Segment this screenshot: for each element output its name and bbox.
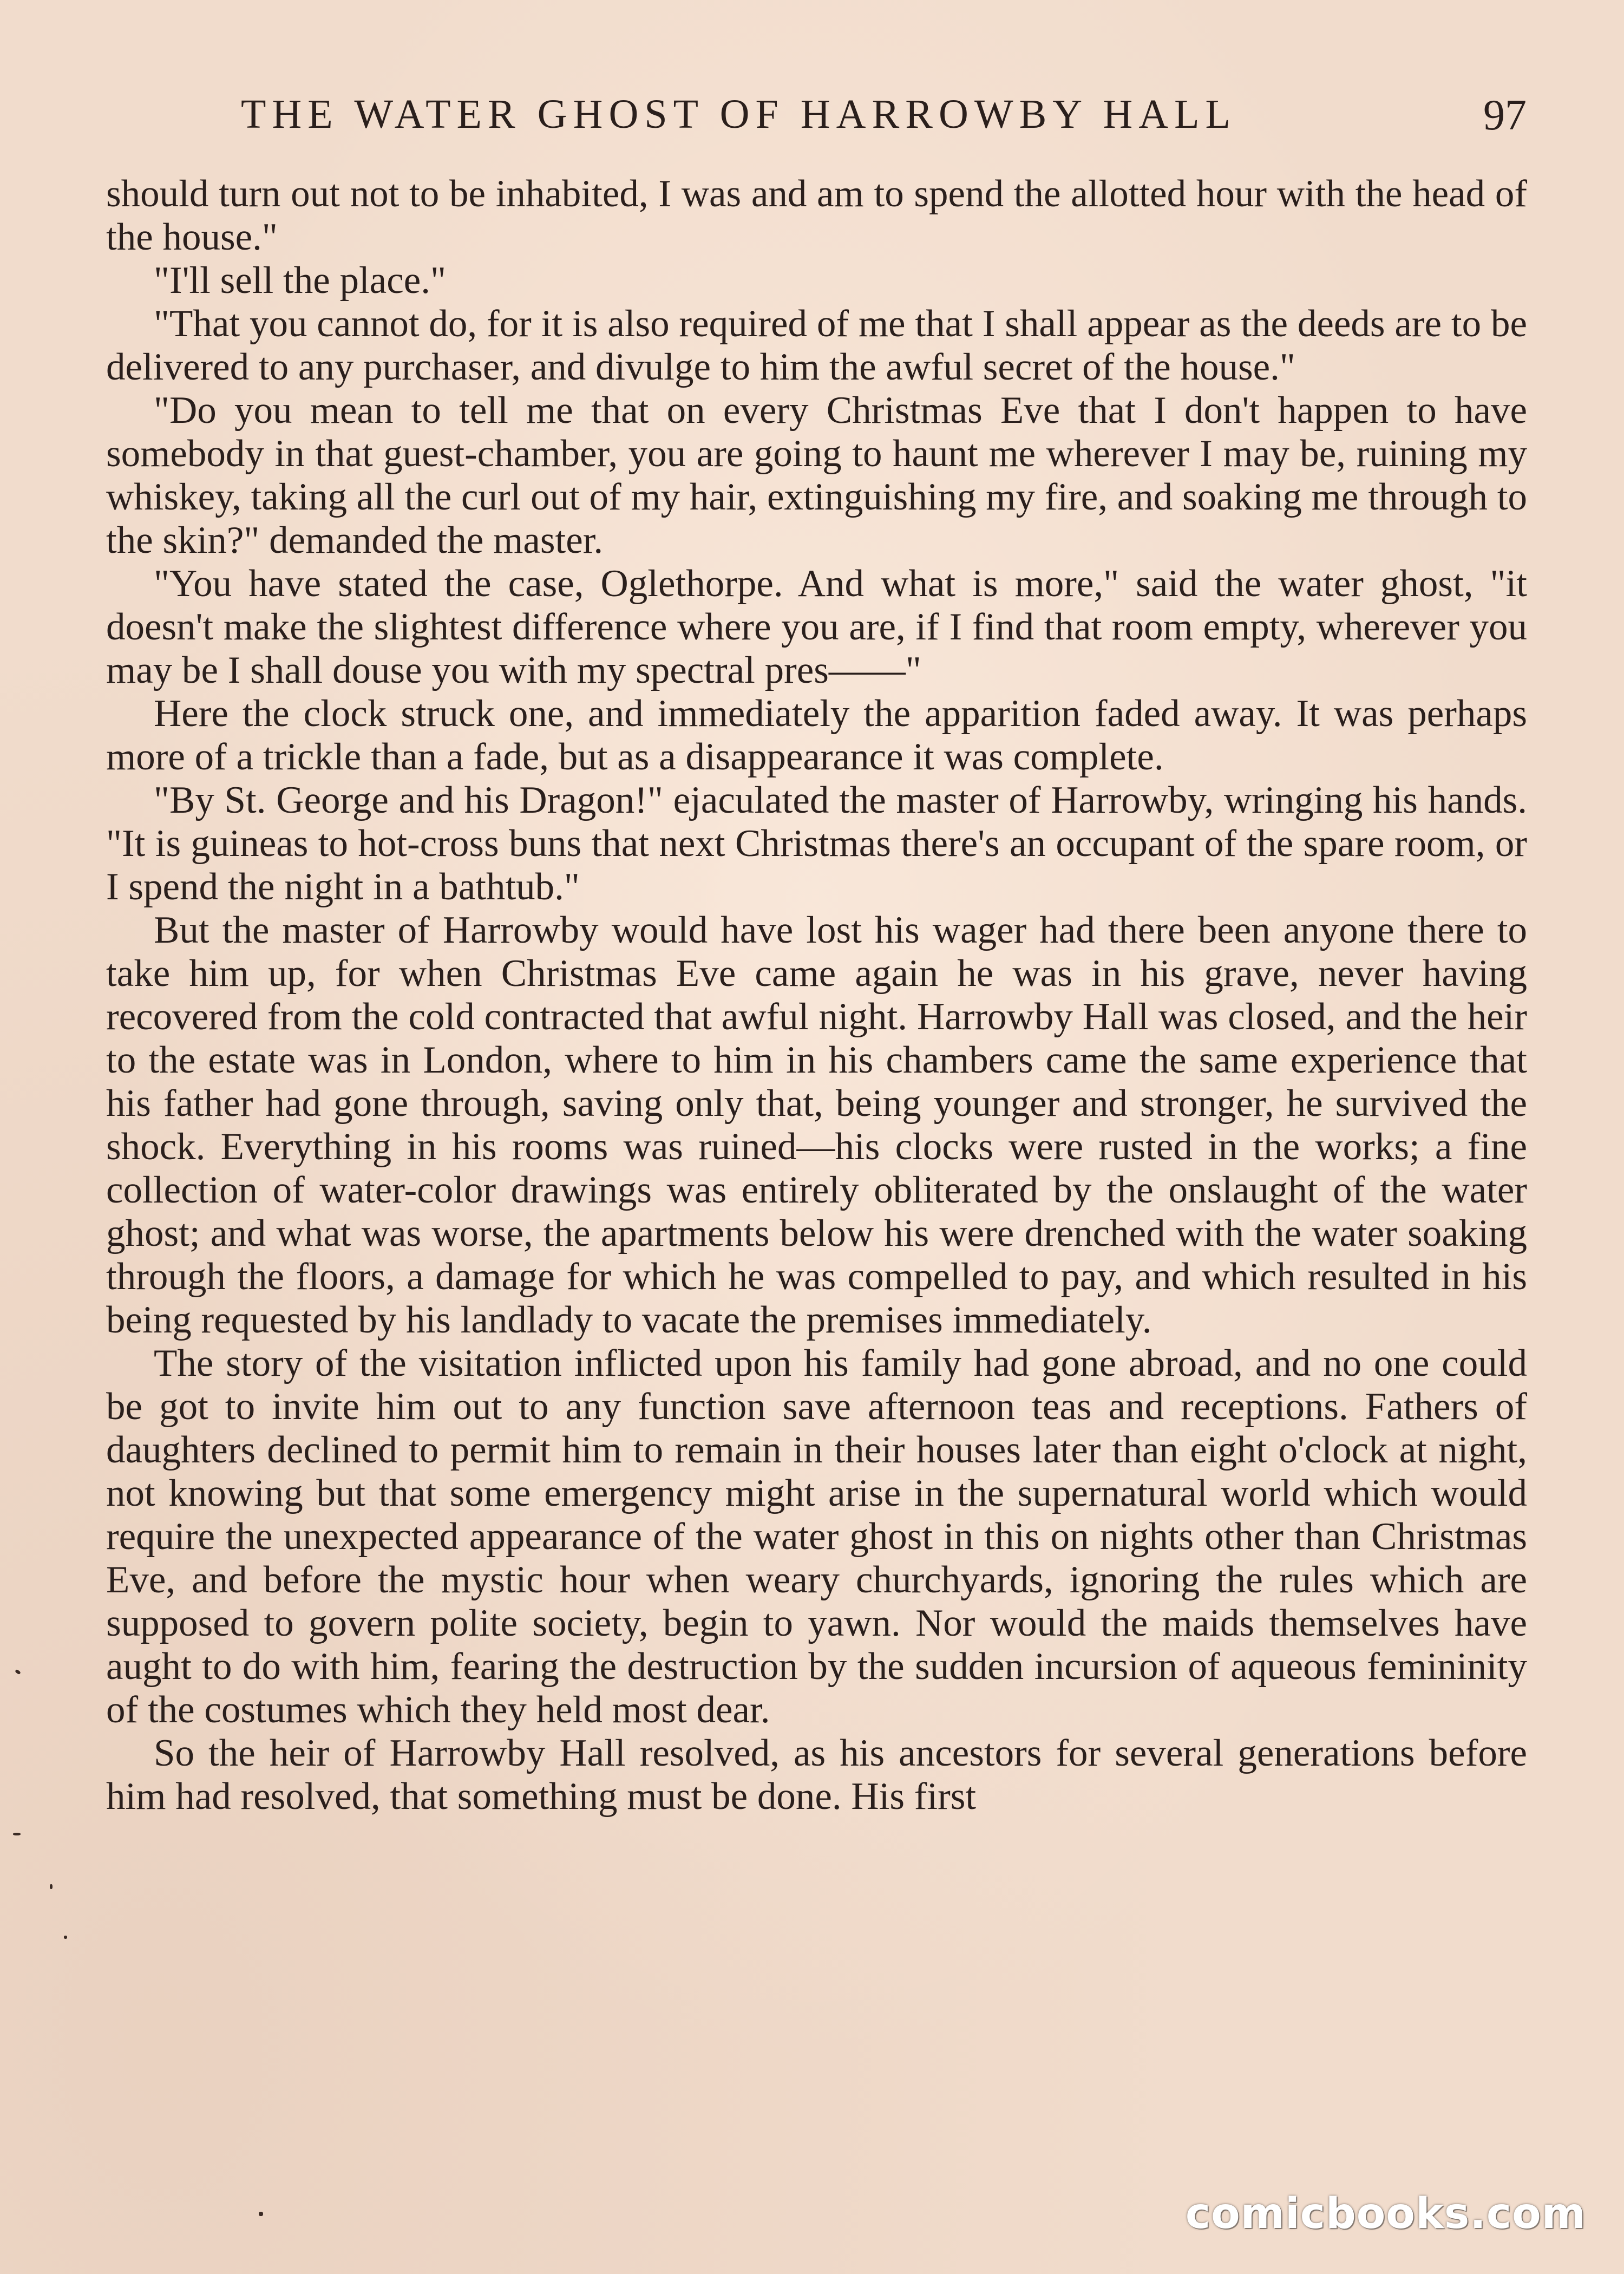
paragraph: "That you cannot do, for it is also required of me that I shall appear as the deeds are to be delivered to any purchaser, and divulge to him the awful secret of the house." — [106, 303, 1527, 388]
paragraph: "Do you mean to tell me that on every Christmas Eve that I don't happen to have somebody in that guest-chamber, you are going to haunt me wherever I may be, ruining my whiskey, taking all the curl out of my hair, extinguishing my fire, and soaking me through to the skin?" demanded the master. — [106, 389, 1527, 561]
watermark: comicbooks.com — [1185, 2190, 1586, 2238]
body-text — [106, 172, 1527, 1818]
paragraph: The story of the visitation inflicted upon his family had gone abroad, and no one could be got to invite him out to any function save afternoon teas and receptions. Fathers of daughters declined to permit him to remain in their houses later than eight o'clock at night, not knowing but that some emergency might arise in the supernatural world which would require the unexpected appearance of the water ghost in this on nights other than Christmas Eve, and before the mystic hour when weary churchyards, ignoring the rules which are supposed to govern polite society, begin to yawn. Nor would the maids themselves have aught to do with him, fearing the destruction by the sudden incursion of aqueous femininity of the costumes which they held most dear. — [106, 1342, 1527, 1731]
running-head — [108, 91, 1527, 156]
page-number: 97 — [1483, 92, 1527, 139]
paragraph: "You have stated the case, Oglethorpe. And what is more," said the water ghost, "it doesn't make the slightest difference where you are, if I find that room empty, wherever you may be I shall douse you with my spectral pres——" — [106, 563, 1527, 691]
paragraph: But the master of Harrowby would have lost his wager had there been anyone there to take him up, for when Christmas Eve came again he was in his grave, never having recovered from the cold contracted that awful night. Harrowby Hall was closed, and the heir to the estate was in London, where to him in his chambers came the same experience that his father had gone through, saving only that, being younger and stronger, he survived the shock. Everything in his rooms was ruined—his clocks were rusted in the works; a fine collection of water-color drawings was entirely obliterated by the onslaught of the water ghost; and what was worse, the apartments below his were drenched with the water soaking through the floors, a damage for which he was compelled to pay, and which resulted in his being requested by his landlady to vacate the premises immediately. — [106, 909, 1527, 1341]
paragraph: Here the clock struck one, and immediately the apparition faded away. It was perhaps more of a trickle than a fade, but as a disappearance it was complete. — [106, 692, 1527, 778]
paragraph: So the heir of Harrowby Hall resolved, as his ancestors for several generations before him had resolved, that something must be done. His first — [106, 1732, 1527, 1818]
margin-speck — [50, 1884, 53, 1889]
paragraph: "By St. George and his Dragon!" ejaculated the master of Harrowby, wringing his hands. "It is guineas to hot-cross buns that next Christmas there's an occupant of the spare room, or I spend the night in a bathtub." — [106, 779, 1527, 908]
margin-speck — [259, 2212, 263, 2216]
margin-speck — [64, 1936, 67, 1939]
margin-speck — [13, 1833, 21, 1835]
margin-speck — [15, 1669, 21, 1675]
paragraph: "I'll sell the place." — [154, 259, 446, 302]
running-title: THE WATER GHOST OF HARROWBY HALL — [241, 92, 1236, 137]
paragraph: should turn out not to be inhabited, I was and am to spend the allotted hour with the head of the house." — [106, 173, 1527, 258]
